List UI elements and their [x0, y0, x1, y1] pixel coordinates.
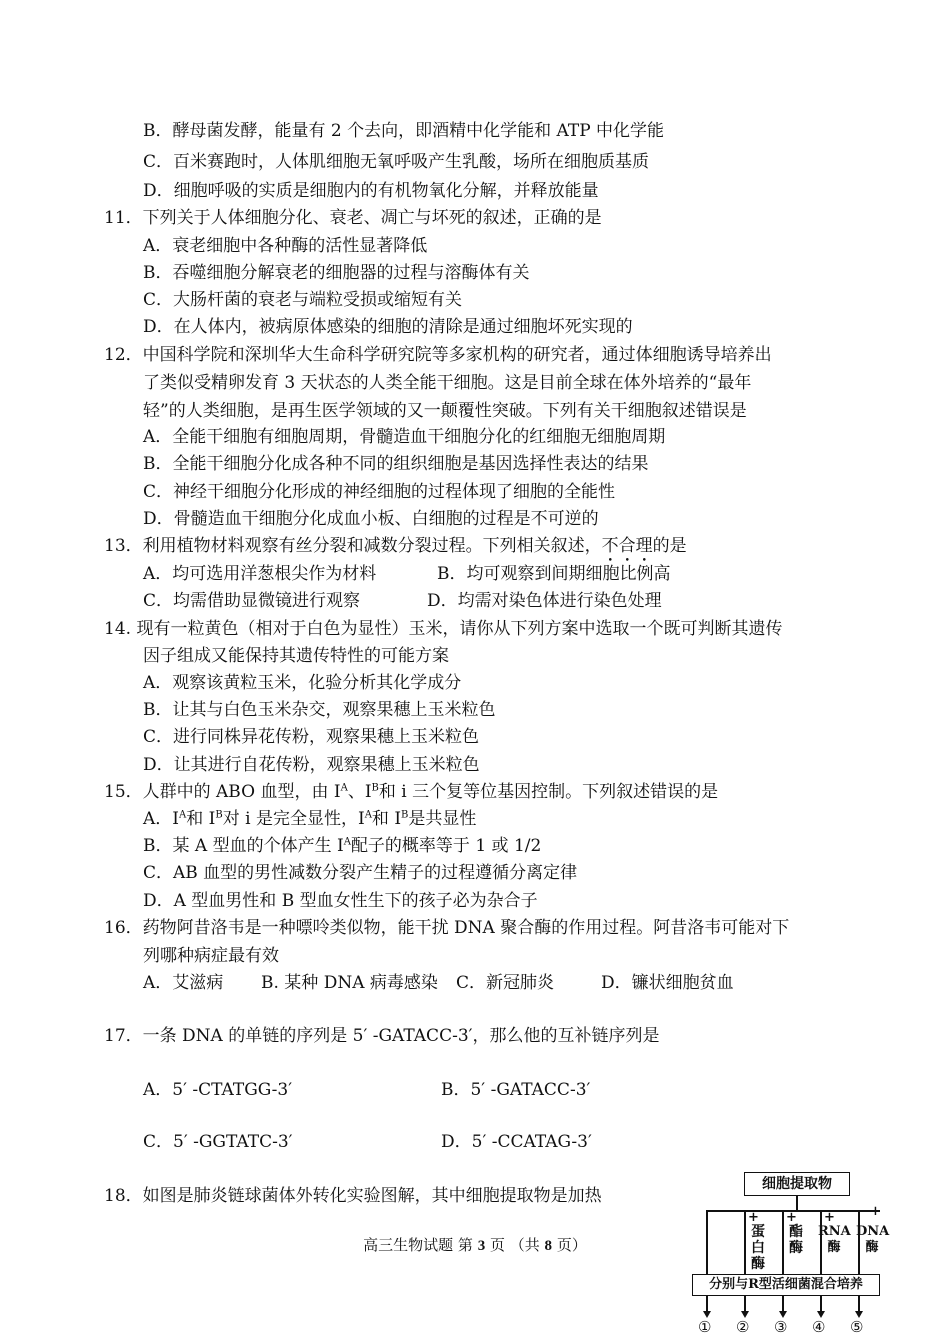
- q13-option-c: C．均需借助显微镜进行观察: [143, 591, 361, 611]
- q14-stem-line1: 14. 现有一粒黄色（相对于白色为显性）玉米，请你从下列方案中选取一个既可判断其遗传: [104, 619, 783, 639]
- q15-stem-sup-b: B: [371, 782, 379, 794]
- down-line-4: [820, 1296, 822, 1312]
- q12-option-d: D．骨髓造血干细胞分化成血小板、白细胞的过程是不可逆的: [143, 509, 599, 529]
- rna-enzyme-label: RNA酶: [818, 1224, 851, 1255]
- branch-line-3: [782, 1210, 784, 1274]
- q15-stem-a: 15．人群中的 ABO 血型，由 I: [104, 782, 341, 802]
- q15-option-c: C．AB 血型的男性减数分裂产生精子的过程遵循分离定律: [143, 863, 578, 883]
- footer-total-pages: 8: [544, 1238, 553, 1254]
- q11-option-b: B．吞噬细胞分解衰老的细胞器的过程与溶酶体有关: [143, 263, 530, 283]
- tube-number-2: ②: [736, 1318, 750, 1336]
- q15-a-part1: A．I: [143, 809, 179, 829]
- plus-sign-2: +: [748, 1210, 759, 1225]
- q13-option-d: D．均需对染色体进行染色处理: [427, 591, 662, 611]
- q17-option-a: A．5′ -CTATGG-3′: [143, 1080, 293, 1100]
- q12-stem-line2: 了类似受精卵发育 3 天状态的人类全能干细胞。这是目前全球在体外培养的“最年: [143, 373, 752, 393]
- tube-number-1: ①: [698, 1318, 712, 1336]
- q13-stem-emphasis: 不合理: [601, 536, 653, 556]
- dna-enzyme-label: DNA酶: [856, 1224, 890, 1255]
- arrow-down-icon: [703, 1311, 711, 1318]
- q15-a-sup1: A: [179, 809, 187, 821]
- tube-number-4: ④: [812, 1318, 826, 1336]
- q15-option-a: [143, 808, 476, 830]
- q15-stem-c: 和 i 三个复等位基因控制。下列叙述错误的是: [378, 782, 719, 802]
- q15-a-part5: 是共显性: [408, 809, 477, 829]
- q13-option-b: B．均可观察到间期细胞比例高: [437, 564, 671, 584]
- footer-post: 页）: [556, 1236, 587, 1254]
- q12-option-c: C．神经干细胞分化形成的神经细胞的过程体现了细胞的全能性: [143, 482, 616, 502]
- q11-stem: 11．下列关于人体细胞分化、衰老、凋亡与坏死的叙述，正确的是: [104, 208, 602, 228]
- q12-stem-line3: 轻”的人类细胞，是再生医学领域的又一颠覆性突破。下列有关干细胞叙述错误是: [143, 401, 747, 421]
- footer-mid: 页 （共: [489, 1236, 540, 1254]
- down-line-3: [782, 1296, 784, 1312]
- q17-option-c: C．5′ -GGTATC-3′: [143, 1132, 293, 1152]
- q16-stem-line2: 列哪种病症最有效: [143, 946, 279, 966]
- q15-stem: [104, 781, 718, 803]
- branch-line-2: [744, 1210, 746, 1274]
- q16-option-d: D．镰状细胞贫血: [601, 973, 734, 993]
- q15-a-sup2: B: [215, 809, 223, 821]
- q18-stem: 18．如图是肺炎链球菌体外转化实验图解，其中细胞提取物是加热: [104, 1186, 602, 1206]
- arrow-down-icon: [817, 1311, 825, 1318]
- q15-option-d: D．A 型血男性和 B 型血女性生下的孩子必为杂合子: [143, 891, 538, 911]
- q15-stem-sup-a: A: [340, 782, 348, 794]
- transformation-diagram: [690, 1168, 940, 1342]
- q15-b-part2: 配子的概率等于 1 或 1/2: [350, 836, 542, 856]
- q17-option-b: B．5′ -GATACC-3′: [441, 1080, 591, 1100]
- plus-sign-5: +: [870, 1204, 881, 1219]
- q15-stem-b: 、I: [347, 782, 372, 802]
- arrow-down-icon: [779, 1311, 787, 1318]
- q14-stem-line2: 因子组成又能保持其遗传特性的可能方案: [143, 646, 449, 666]
- q17-stem: 17．一条 DNA 的单链的序列是 5′ -GATACC-3′，那么他的互补链序列是: [104, 1026, 660, 1046]
- q15-a-part2: 和 I: [186, 809, 216, 829]
- mix-culture-box: 分别与R型活细菌混合培养: [692, 1274, 880, 1296]
- q10-option-d: D．细胞呼吸的实质是细胞内的有机物氧化分解，并释放能量: [143, 181, 599, 201]
- q11-option-d: D．在人体内，被病原体感染的细胞的清除是通过细胞坏死实现的: [143, 317, 633, 337]
- tube-number-5: ⑤: [850, 1318, 864, 1336]
- q15-b-part1: B．某 A 型血的个体产生 I: [143, 836, 344, 856]
- q13-stem-pre: 13．利用植物材料观察有丝分裂和减数分裂过程。下列相关叙述，: [104, 536, 602, 556]
- q13-option-a: A．均可选用洋葱根尖作为材料: [143, 564, 377, 584]
- branch-line-1: [706, 1210, 708, 1274]
- q15-a-sup3: A: [364, 809, 372, 821]
- q13-stem-post: 的是: [652, 536, 687, 556]
- q11-option-a: A．衰老细胞中各种酶的活性显著降低: [143, 236, 428, 256]
- q16-option-c: C．新冠肺炎: [456, 973, 555, 993]
- q16-option-a: A．艾滋病: [143, 973, 224, 993]
- arrow-down-icon: [855, 1311, 863, 1318]
- q13-stem: [104, 535, 687, 566]
- q14-option-c: C．进行同株异花传粉，观察果穗上玉米粒色: [143, 727, 480, 747]
- footer-page-number: 3: [477, 1238, 486, 1254]
- q12-option-b: B．全能干细胞分化成各种不同的组织细胞是基因选择性表达的结果: [143, 454, 649, 474]
- footer-pre: 高三生物试题 第: [363, 1236, 473, 1254]
- cell-extract-box: 细胞提取物: [744, 1172, 850, 1196]
- plus-sign-4: +: [824, 1210, 835, 1225]
- q16-option-b: B. 某种 DNA 病毒感染: [261, 973, 438, 993]
- q17-option-d: D．5′ -CCATAG-3′: [441, 1132, 592, 1152]
- q14-option-d: D．让其进行自花传粉，观察果穗上玉米粒色: [143, 755, 480, 775]
- down-line-2: [744, 1296, 746, 1312]
- down-line-1: [706, 1296, 708, 1312]
- q10-option-b: B．酵母菌发酵，能量有 2 个去向，即酒精中化学能和 ATP 中化学能: [143, 121, 665, 141]
- arrow-down-icon: [741, 1311, 749, 1318]
- down-line-5: [858, 1296, 860, 1312]
- q15-a-part4: 和 I: [371, 809, 402, 829]
- tube-number-3: ③: [774, 1318, 788, 1336]
- q15-a-sup4: B: [401, 809, 409, 821]
- q10-option-c: C．百米赛跑时，人体肌细胞无氧呼吸产生乳酸，场所在细胞质基质: [143, 152, 650, 172]
- esterase-label: 酯酶: [789, 1224, 803, 1256]
- q15-b-sup: A: [343, 836, 351, 848]
- plus-sign-3: +: [786, 1210, 797, 1225]
- q14-option-a: A．观察该黄粒玉米，化验分析其化学成分: [143, 673, 462, 693]
- q12-stem-line1: 12．中国科学院和深圳华大生命科学研究院等多家机构的研究者，通过体细胞诱导培养出: [104, 345, 772, 365]
- q12-option-a: A．全能干细胞有细胞周期，骨髓造血干细胞分化的红细胞无细胞周期: [143, 427, 666, 447]
- q15-option-b: [143, 835, 541, 857]
- q16-stem-line1: 16．药物阿昔洛韦是一种嘌呤类似物，能干扰 DNA 聚合酶的作用过程。阿昔洛韦可能对下: [104, 918, 790, 938]
- q15-a-part3: 对 i 是完全显性，I: [222, 809, 365, 829]
- protease-label: 蛋白酶: [751, 1224, 765, 1272]
- q11-option-c: C．大肠杆菌的衰老与端粒受损或缩短有关: [143, 290, 463, 310]
- connector-stem: [796, 1196, 798, 1210]
- q14-option-b: B．让其与白色玉米杂交，观察果穗上玉米粒色: [143, 700, 496, 720]
